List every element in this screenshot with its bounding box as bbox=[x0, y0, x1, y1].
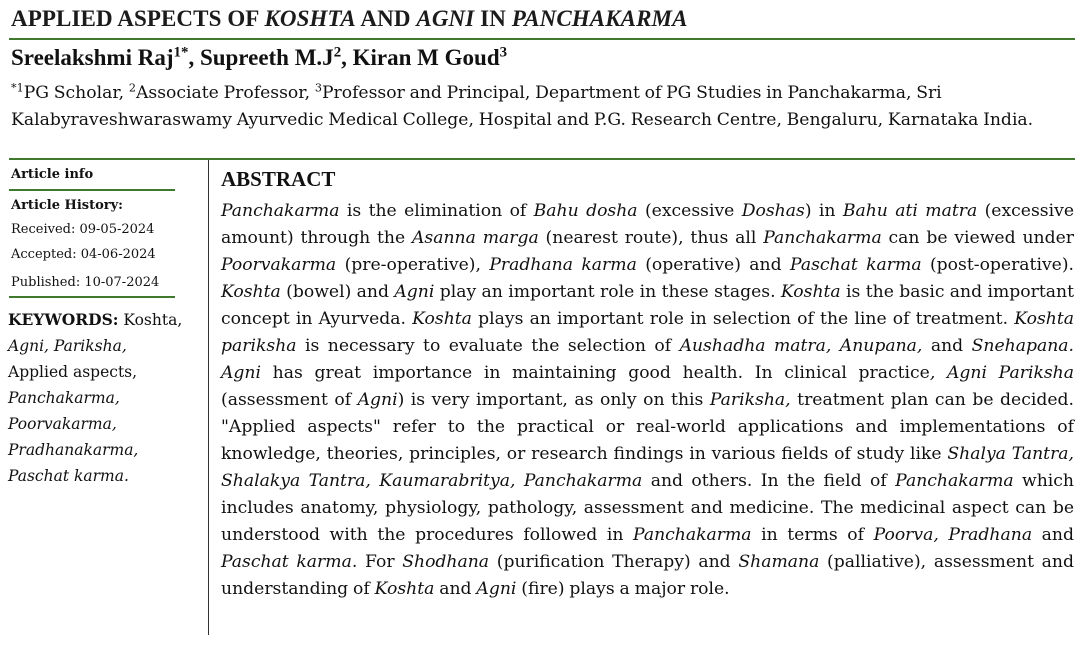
abstract-text-run: ) is very important, as only on this bbox=[397, 390, 710, 410]
abstract-italic-run: Shamana bbox=[738, 552, 820, 572]
keyword: Pradhanakarma, bbox=[8, 441, 139, 459]
abstract-text-run: in terms of bbox=[751, 525, 874, 545]
author-name: Sreelakshmi Raj bbox=[11, 45, 174, 70]
abstract-text-run: (pre-operative), bbox=[336, 255, 490, 275]
abstract-italic-run: Doshas bbox=[741, 201, 805, 221]
keywords-block bbox=[8, 307, 204, 489]
title-part-italic: AGNI bbox=[416, 6, 475, 31]
abstract-text-run: (fire) plays a major role. bbox=[516, 579, 730, 599]
abstract-italic-run: Asanna marga bbox=[412, 228, 539, 248]
keyword: Koshta, bbox=[118, 311, 183, 329]
abstract-text-run: and bbox=[1032, 525, 1074, 545]
abstract-italic-run: Panchakarma bbox=[633, 525, 752, 545]
keywords-label: KEYWORDS: bbox=[8, 310, 119, 329]
published-date: Published: 10-07-2024 bbox=[11, 275, 160, 290]
abstract-text-run: (bowel) and bbox=[280, 282, 395, 302]
affiliation-role: Associate Professor, bbox=[136, 83, 315, 103]
abstract-text-run: and others. In the field of bbox=[642, 471, 896, 491]
article-history-label: Article History: bbox=[11, 198, 123, 213]
abstract-italic-run: Shodhana bbox=[402, 552, 490, 572]
abstract-text-run: (nearest route), thus all bbox=[538, 228, 764, 248]
abstract-text-run: and bbox=[434, 579, 477, 599]
history-rule bbox=[9, 296, 175, 298]
abstract-italic-run: Pariksha, bbox=[709, 390, 791, 410]
affiliation-role: PG Scholar, bbox=[23, 83, 129, 103]
title-part: IN bbox=[474, 6, 512, 31]
abstract-text-run: and bbox=[922, 336, 972, 356]
title-part: AND bbox=[355, 6, 417, 31]
keyword: Agni, Pariksha, bbox=[8, 337, 127, 355]
author-mark: 2 bbox=[333, 44, 342, 61]
abstract-italic-run: Koshta bbox=[780, 282, 841, 302]
abstract-italic-run: Agni bbox=[476, 579, 517, 599]
title-part-italic: KOSHTA bbox=[264, 6, 356, 31]
abstract-text-run: . For bbox=[351, 552, 403, 572]
abstract-italic-run: Snehapana. bbox=[971, 336, 1074, 356]
abstract-text-run: (purification Therapy) and bbox=[489, 552, 739, 572]
abstract-italic-run: Koshta bbox=[374, 579, 435, 599]
title-part: APPLIED ASPECTS OF bbox=[11, 6, 265, 31]
abstract-text-run: (excessive bbox=[637, 201, 742, 221]
abstract-text-run: is the elimination of bbox=[339, 201, 534, 221]
author-mark: 1* bbox=[173, 44, 189, 61]
paper-title bbox=[11, 6, 1075, 32]
title-part-italic: PANCHAKARMA bbox=[511, 6, 688, 31]
abstract-italic-run: Pradhana karma bbox=[489, 255, 637, 275]
abstract-text-run: (post-operative). bbox=[921, 255, 1075, 275]
abstract-text-run: can be viewed under bbox=[881, 228, 1074, 248]
article-info-rule bbox=[9, 189, 175, 191]
abstract-italic-run: Poorva, Pradhana bbox=[873, 525, 1033, 545]
abstract-italic-run: Paschat karma bbox=[221, 552, 352, 572]
affiliation bbox=[11, 80, 1073, 133]
abstract-italic-run: Bahu ati matra bbox=[842, 201, 978, 221]
abstract-heading: ABSTRACT bbox=[221, 167, 336, 191]
abstract-italic-run: Koshta bbox=[412, 309, 472, 329]
abstract-italic-run: Koshta bbox=[221, 282, 281, 302]
abstract-italic-run: Agni bbox=[394, 282, 435, 302]
keyword: Poorvakarma, bbox=[8, 415, 117, 433]
abstract-italic-run: Shalya Tantra, Shalakya Tantra, Kaumarabritya, Panchakarma bbox=[221, 444, 1074, 491]
article-info-heading: Article info bbox=[11, 167, 94, 182]
author-mark: 3 bbox=[499, 44, 508, 61]
abstract-italic-run: , Agni Pariksha bbox=[929, 363, 1074, 383]
abstract-italic-run: Panchakarma bbox=[895, 471, 1014, 491]
abstract-text-run: (palliative), assessment and understanding of bbox=[221, 552, 1074, 599]
abstract-italic-run: Bahu dosha bbox=[533, 201, 638, 221]
affiliation-mark: *1 bbox=[11, 81, 24, 95]
affiliation-mark: 3 bbox=[314, 81, 322, 95]
author-separator: , bbox=[188, 45, 200, 70]
title-rule bbox=[9, 38, 1075, 40]
abstract-text-run: which includes anatomy, physiology, pathology, assessment and medicine. The medicinal aspect can be understood with the procedures followed in bbox=[221, 471, 1074, 545]
abstract-italic-run: Koshta pariksha bbox=[221, 309, 1074, 356]
abstract-text-run: play an important role in these stages. bbox=[434, 282, 781, 302]
received-date: Received: 09-05-2024 bbox=[11, 222, 155, 237]
abstract-italic-run: Agni bbox=[221, 363, 261, 383]
abstract-text-run: (operative) and bbox=[636, 255, 791, 275]
abstract-text-run: ) in bbox=[804, 201, 843, 221]
affiliation-mark: 2 bbox=[128, 81, 136, 95]
abstract-text-run: is necessary to evaluate the selection of bbox=[296, 336, 680, 356]
abstract-text-run: (assessment of bbox=[221, 390, 358, 410]
abstract-italic-run: Poorvakarma bbox=[221, 255, 337, 275]
abstract-text-run: is the basic and important concept in Ayurveda. bbox=[221, 282, 1074, 329]
affiliation-role: Professor and Principal, Department of PG Studies in Panchakarma, Sri Kalabyraveshwaraswamy Ayurvedic Medical College, Hospital and P.G. Research Centre, Bengaluru, Karnataka India. bbox=[11, 83, 1034, 130]
abstract-text-run: plays an important role in selection of the line of treatment. bbox=[471, 309, 1015, 329]
author-list bbox=[11, 45, 507, 71]
author-name: Supreeth M.J bbox=[199, 45, 334, 70]
abstract-italic-run: Panchakarma bbox=[221, 201, 340, 221]
abstract-text-run: has great importance in maintaining good health. In clinical practice bbox=[260, 363, 930, 383]
keyword: Paschat karma. bbox=[8, 467, 129, 485]
keyword: Applied aspects, bbox=[8, 363, 138, 381]
abstract-italic-run: Agni bbox=[357, 390, 398, 410]
author-name: Kiran M Goud bbox=[352, 45, 500, 70]
header-rule bbox=[9, 158, 1075, 160]
keyword: Panchakarma, bbox=[8, 389, 120, 407]
abstract-text-run: (excessive amount) through the bbox=[221, 201, 1074, 248]
abstract-italic-run: Panchakarma bbox=[763, 228, 882, 248]
abstract-text-run: treatment plan can be decided. "Applied aspects" refer to the practical or real-world applications and implementations of knowledge, theories, principles, or research findings in various fields of study like bbox=[221, 390, 1074, 464]
author-separator: , bbox=[341, 45, 353, 70]
abstract-body bbox=[221, 198, 1074, 603]
column-divider bbox=[208, 160, 209, 635]
accepted-date: Accepted: 04-06-2024 bbox=[11, 247, 156, 262]
abstract-italic-run: Paschat karma bbox=[790, 255, 922, 275]
abstract-italic-run: Aushadha matra, Anupana, bbox=[679, 336, 923, 356]
